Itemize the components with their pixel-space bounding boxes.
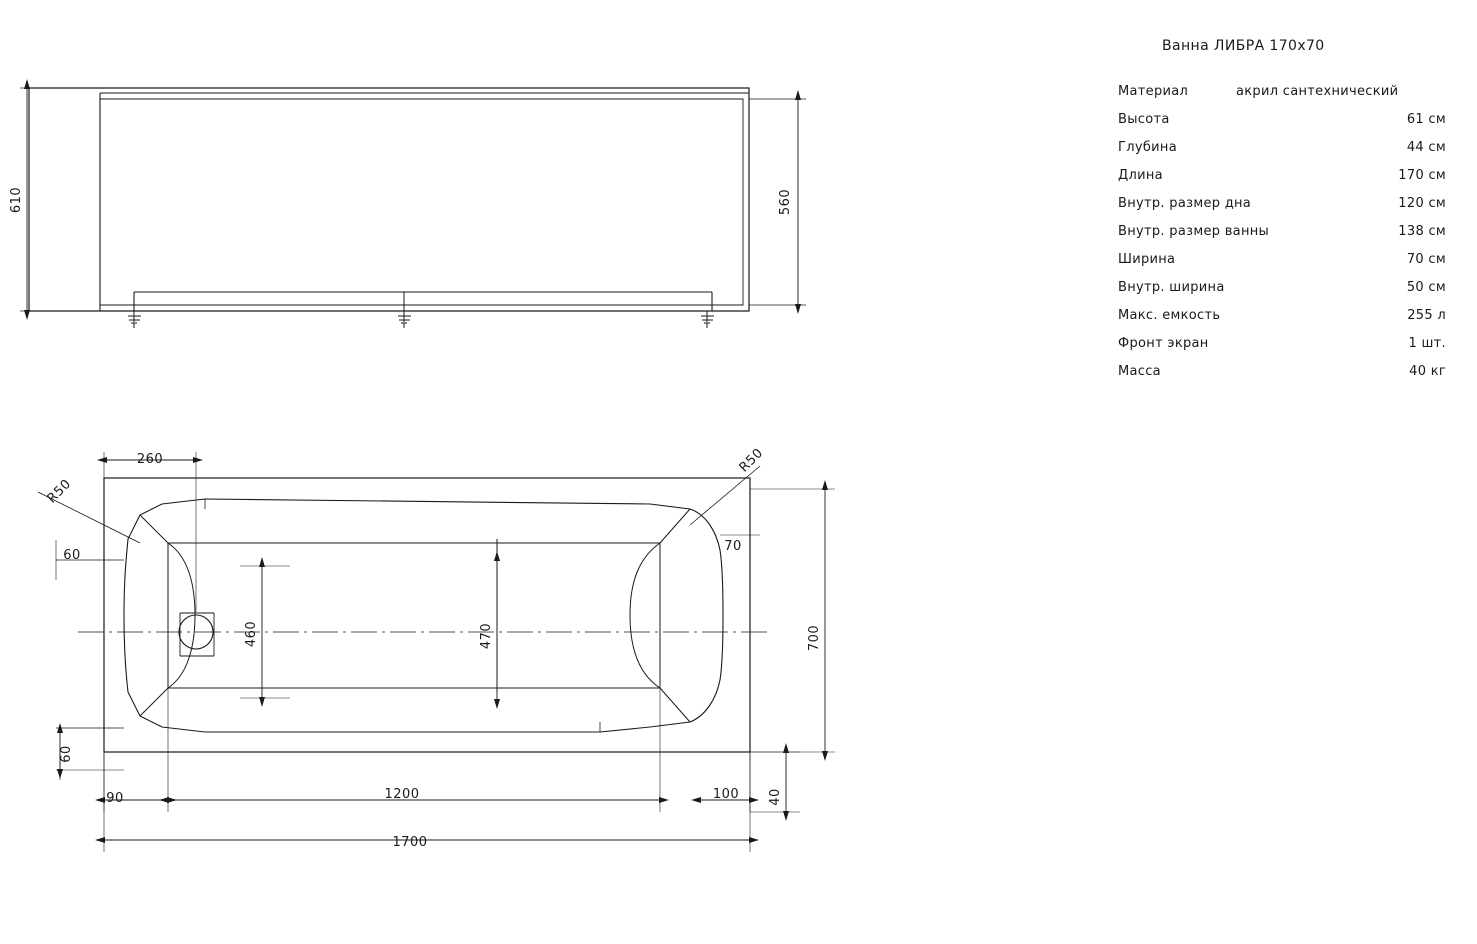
dim-100: 100 <box>712 787 740 802</box>
spec-label: Глубина <box>1118 140 1177 155</box>
dim-r50-right: R50 <box>736 445 767 476</box>
spec-label: Фронт экран <box>1118 336 1209 351</box>
spec-label: Длина <box>1118 168 1163 183</box>
spec-value: 138 см <box>1398 224 1446 239</box>
spec-label: Внутр. размер ванны <box>1118 224 1270 239</box>
dim-610: 610 <box>9 186 24 214</box>
spec-title: Ванна ЛИБРА 170x70 <box>1162 38 1325 54</box>
spec-label: Ширина <box>1118 252 1176 267</box>
spec-label: Макс. емкость <box>1118 308 1221 323</box>
spec-label: Материал <box>1118 84 1189 99</box>
dimension-labels <box>9 187 822 850</box>
spec-value: 70 см <box>1406 252 1446 267</box>
spec-value: 120 см <box>1398 196 1446 211</box>
dim-60-top: 60 <box>63 548 81 563</box>
dim-1700: 1700 <box>392 835 428 850</box>
dim-470: 470 <box>479 622 494 650</box>
dim-r50-left: R50 <box>44 476 75 507</box>
spec-value: 44 см <box>1406 140 1446 155</box>
dim-1200: 1200 <box>384 787 420 802</box>
front-view <box>20 88 806 328</box>
spec-label: Внутр. размер дна <box>1118 196 1252 211</box>
dim-40: 40 <box>768 788 783 806</box>
spec-label: Масса <box>1118 364 1161 379</box>
spec-value: 50 см <box>1406 280 1446 295</box>
dim-90: 90 <box>106 791 124 806</box>
spec-value: 61 см <box>1406 112 1446 127</box>
spec-label: Внутр. ширина <box>1118 280 1225 295</box>
spec-value: акрил сантехнический <box>1236 84 1399 99</box>
dim-560: 560 <box>778 188 793 216</box>
dim-260: 260 <box>136 452 164 467</box>
dim-70: 70 <box>724 539 742 554</box>
spec-value: 255 л <box>1407 308 1446 323</box>
spec-value: 40 кг <box>1409 364 1446 379</box>
spec-label: Высота <box>1118 112 1170 127</box>
dim-700: 700 <box>807 624 822 652</box>
dim-60-bottom: 60 <box>59 745 74 763</box>
spec-value: 1 шт. <box>1408 336 1446 351</box>
spec-value: 170 см <box>1398 168 1446 183</box>
dim-460: 460 <box>244 620 259 648</box>
